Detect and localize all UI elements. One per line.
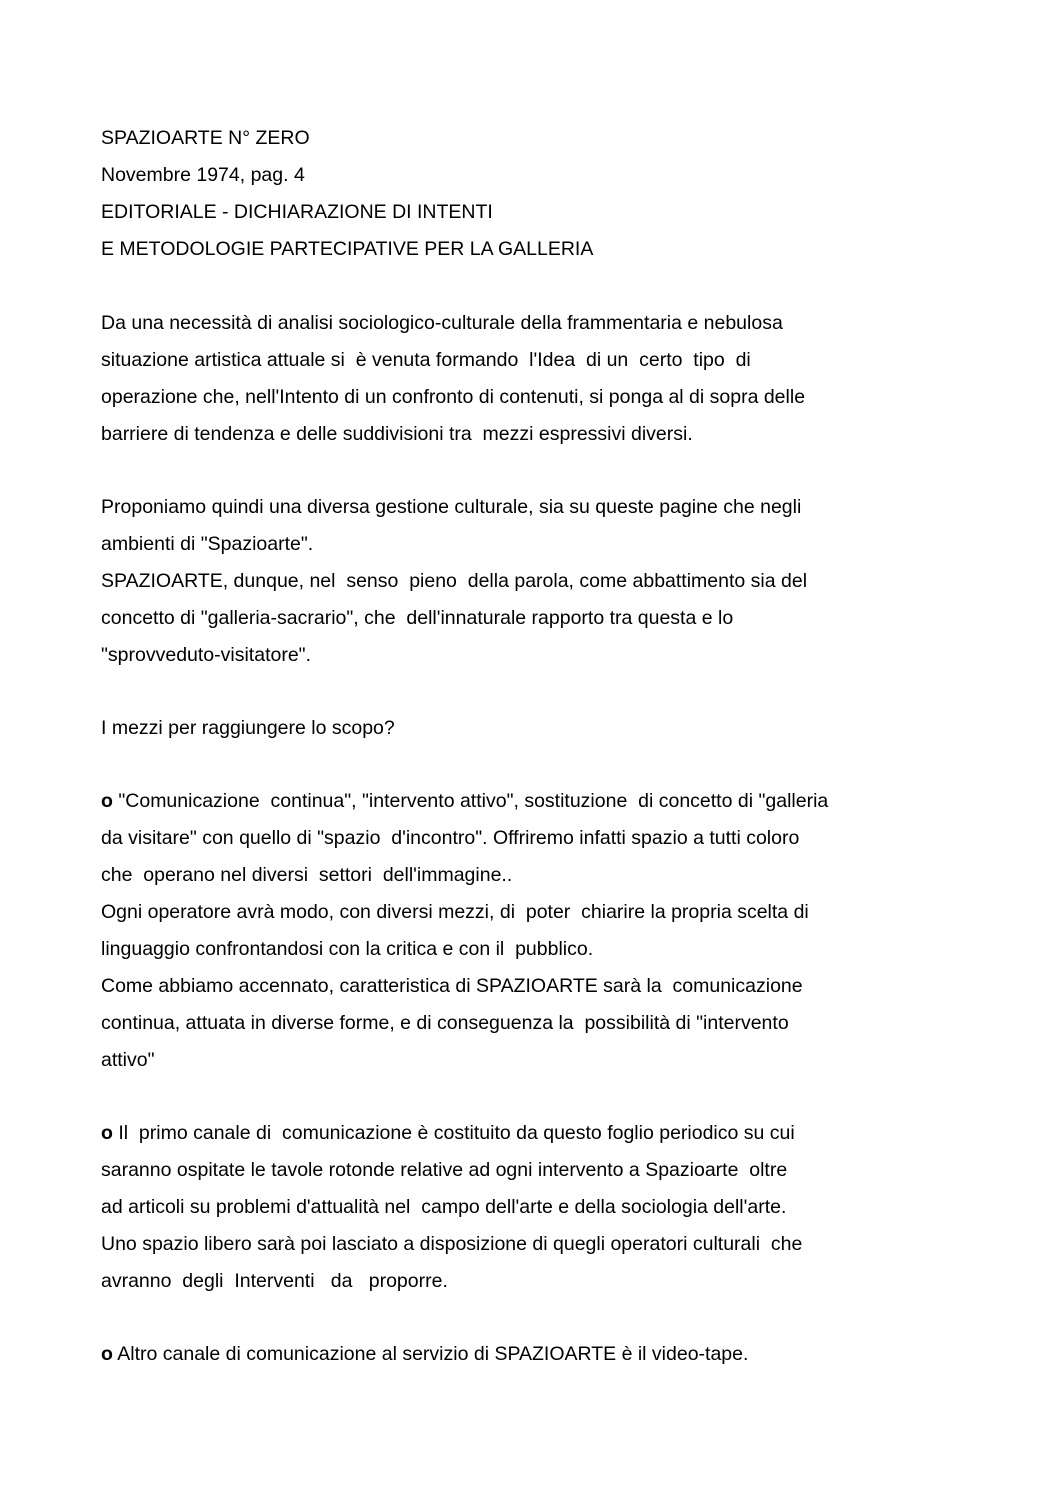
bullet-3-first-line (101, 1342, 748, 1366)
bullet-marker: o (101, 1122, 113, 1144)
bullet-2-line: Uno spazio libero sarà poi lasciato a disposizione di quegli operatori culturali che (101, 1233, 803, 1255)
bullet-1-line: Come abbiamo accennato, caratteristica di SPAZIOARTE sarà la comunicazione (101, 975, 803, 997)
bullet-1-line: che operano nel diversi settori dell'immagine.. (101, 864, 513, 886)
bullet-2-first-line (101, 1121, 795, 1145)
paragraph-1-line: operazione che, nell'Intento di un confronto di contenuti, si ponga al di sopra delle (101, 386, 806, 408)
bullet-marker: o (101, 1343, 113, 1365)
bullet-1-first-line (101, 789, 828, 813)
bullet-1-line: Ogni operatore avrà modo, con diversi mezzi, di poter chiarire la propria scelta di (101, 901, 809, 923)
bullet-marker: o (101, 790, 113, 812)
paragraph-1-line: barriere di tendenza e delle suddivisioni tra mezzi espressivi diversi. (101, 423, 693, 445)
paragraph-1-line: Da una necessità di analisi sociologico-culturale della frammentaria e nebulosa (101, 312, 783, 334)
bullet-3-text: Altro canale di comunicazione al servizio di SPAZIOARTE è il video-tape. (112, 1343, 749, 1365)
issue-date: Novembre 1974, pag. 4 (101, 164, 305, 186)
editorial-heading: EDITORIALE - DICHIARAZIONE DI INTENTI (101, 201, 493, 223)
paragraph-2-line: "sprovveduto-visitatore". (101, 644, 312, 666)
bullet-1-line: attivo" (101, 1049, 155, 1071)
bullet-2-line: ad articoli su problemi d'attualità nel campo dell'arte e della sociologia dell'arte. (101, 1196, 787, 1218)
paragraph-2-line: SPAZIOARTE, dunque, nel senso pieno della parola, come abbattimento sia del (101, 570, 808, 592)
bullet-2-line: avranno degli Interventi da proporre. (101, 1270, 448, 1292)
paragraph-2-line: concetto di "galleria-sacrario", che dell'innaturale rapporto tra questa e lo (101, 607, 734, 629)
bullet-1-line: continua, attuata in diverse forme, e di conseguenza la possibilità di "intervento (101, 1012, 789, 1034)
editorial-subheading: E METODOLOGIE PARTECIPATIVE PER LA GALLERIA (101, 238, 594, 260)
paragraph-2-line: Proponiamo quindi una diversa gestione culturale, sia su queste pagine che negli (101, 496, 802, 518)
paragraph-2-line: ambienti di "Spazioarte". (101, 533, 314, 555)
bullet-2-line: saranno ospitate le tavole rotonde relative ad ogni intervento a Spazioarte oltre (101, 1159, 788, 1181)
bullet-1-text: "Comunicazione continua", "intervento attivo", sostituzione di concetto di "galleria (112, 790, 829, 812)
bullet-2-text: Il primo canale di comunicazione è costituito da questo foglio periodico su cui (112, 1122, 795, 1144)
question-line: I mezzi per raggiungere lo scopo? (101, 717, 395, 739)
paragraph-1-line: situazione artistica attuale si è venuta formando l'Idea di un certo tipo di (101, 349, 751, 371)
bullet-1-line: da visitare" con quello di "spazio d'incontro". Offriremo infatti spazio a tutti coloro (101, 827, 800, 849)
bullet-1-line: linguaggio confrontandosi con la critica e con il pubblico. (101, 938, 594, 960)
magazine-title: SPAZIOARTE N° ZERO (101, 127, 310, 149)
